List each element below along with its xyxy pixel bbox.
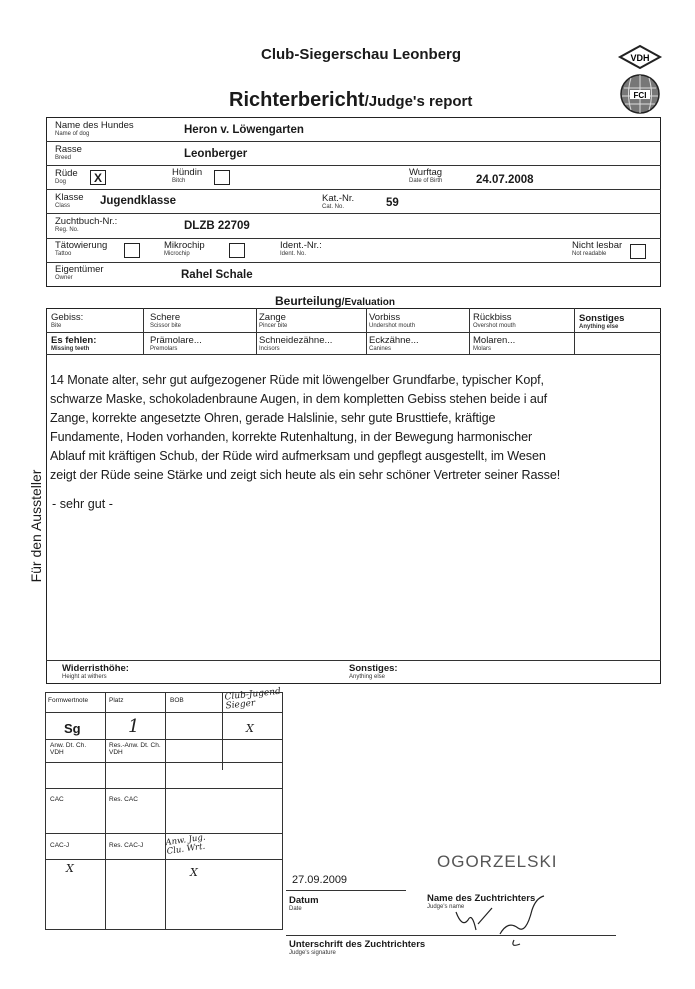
cacj-mark: X [66,862,74,875]
res-anw-dt-label: Res.-Anw. Dt. Ch. VDH [109,742,161,756]
show-title: Club-Siegerschau Leonberg [261,46,462,63]
grade-value: Sg [64,721,81,736]
evaluation-title-en: /Evaluation [341,297,396,308]
bite-label: Gebiss: Bite [51,312,84,329]
report-title [229,89,472,112]
whelped-value: 24.07.2008 [476,174,534,186]
club-winner-mark: X [246,722,254,735]
evaluation-title-de: Beurteilung [275,294,342,308]
dog-name-label: Name des Hundes Name of dog [55,120,134,137]
cac-label: CAC [50,796,64,803]
fci-logo-text: FCI [633,91,647,100]
height-label: Widerristhöhe: Height at withers [62,663,129,680]
class-value: Jugendklasse [100,195,177,207]
chip-label: Mikrochip Microchip [164,240,205,257]
report-title-en: /Judge's report [364,93,473,110]
other-bite-option[interactable]: Sonstiges Anything else [579,313,625,330]
judge-name-label: Name des Zuchtrichters Judge's name [427,893,536,910]
report-line: Zange, korrekte angesetzte Ohren, gerade Halslinie, sehr gute Brusttiefe, kräftige [50,411,496,425]
report-line: Ablauf mit kräftigen Schub, der Rüde wird aufmerksam und gepflegt ausgestellt, im Wesen [50,449,546,463]
club-winner-handwritten: Club-Jugend Sieger [224,686,282,712]
overshot-option[interactable]: Rückbiss Overshot mouth [473,312,516,329]
breed-value: Leonberger [184,148,248,160]
exhibitor-side-label: Für den Aussteller [28,469,44,583]
incisors-option[interactable]: Schneidezähne... Incisors [259,335,333,352]
class-label: Klasse Class [55,192,84,209]
tattoo-checkbox[interactable] [124,243,140,258]
male-check-mark: X [94,171,103,185]
vdh-fci-logo [616,44,664,116]
pincer-bite-option[interactable]: Zange Pincer bite [259,312,288,329]
judge-signature [448,890,558,950]
ident-label: Ident.-Nr.: Ident. No. [280,240,322,257]
breed-label: Rasse Breed [55,144,82,161]
female-label: Hündin Bitch [172,167,203,184]
missing-teeth-label: Es fehlen: Missing teeth [51,335,97,352]
undershot-option[interactable]: Vorbiss Undershot mouth [369,312,416,329]
place-value: 1 [128,716,140,737]
reg-value: DLZB 22709 [184,220,250,232]
female-checkbox[interactable] [214,170,230,185]
evaluation-frame [46,308,661,684]
dog-name-value: Heron v. Löwengarten [184,124,304,136]
unreadable-checkbox[interactable] [630,244,646,259]
grade-col-header: Formwertnote [48,697,89,704]
other-label: Sonstiges: Anything else [349,663,398,680]
reg-label: Zuchtbuch-Nr.: Reg. No. [55,216,118,233]
res-cacj-mark: X [190,866,198,879]
molars-option[interactable]: Molaren... Molars [473,335,516,352]
report-line: 14 Monate alter, sehr gut aufgezogener Rüde mit löwengelber Grundfarbe, typischer Kopf, [50,373,544,387]
whelped-label: Wurftag Date of Birth [409,167,443,184]
res-cacj-label: Res. CAC-J [109,842,144,849]
report-line: zeigt der Rüde seine Stärke und zeigt sich heute als ein sehr schöner Vertreter seiner Rasse! [50,468,561,482]
anw-dt-label: Anw. Dt. Ch. VDH [50,742,87,756]
grade-text: - sehr gut - [52,497,113,511]
signature-label: Unterschrift des Zuchtrichters Judge's signature [289,939,426,956]
report-line: schwarze Maske, schokoladenbraune Augen, in dem kompletten Gebiss stehen beide i auf [50,392,548,406]
report-line: Fundamente, Hoden vorhanden, korrekte Rutenhaltung, in der Bewegung harmonischer [50,430,533,444]
tattoo-label: Tätowierung Tattoo [55,240,108,257]
report-text [50,371,662,485]
owner-label: Eigentümer Owner [55,264,104,281]
chip-checkbox[interactable] [229,243,245,258]
cacj-label: CAC-J [50,842,70,849]
vdh-logo-text: VDH [630,53,650,63]
vdh-logo-icon [616,44,664,116]
judge-stamp: OGORZELSKI [437,852,558,871]
unreadable-label: Nicht lesbar Not readable [572,240,623,257]
male-checkbox[interactable] [90,170,106,185]
scissor-bite-option[interactable]: Schere Scissor bite [150,312,182,329]
owner-value: Rahel Schale [181,269,253,281]
date-value: 27.09.2009 [292,874,348,886]
male-label: Rüde Dog [55,168,78,185]
anw-handwritten: Anw. Jug. Clu. Wrt. [164,832,207,857]
catno-value: 59 [386,197,399,209]
report-title-de: Richterbericht [229,89,365,111]
premolars-option[interactable]: Prämolare... Premolars [150,335,202,352]
catno-label: Kat.-Nr. Cat. No. [322,193,355,210]
bob-col-header: BOB [170,697,184,704]
canines-option[interactable]: Eckzähne... Canines [369,335,419,352]
date-label: Datum Date [289,895,319,912]
place-col-header: Platz [109,697,124,704]
res-cac-label: Res. CAC [109,796,138,803]
